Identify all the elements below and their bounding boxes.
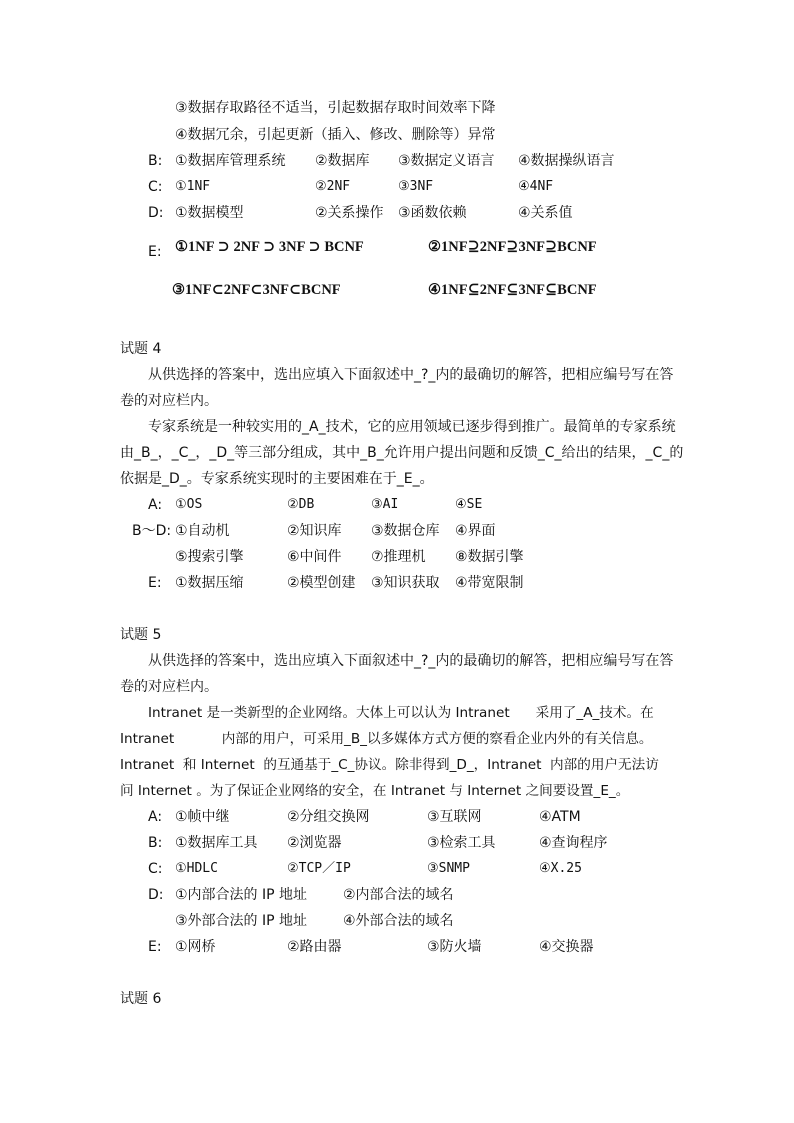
q5-option-d2: ②内部合法的域名 <box>343 887 454 903</box>
question-4-intro-line-2: 卷的对应栏内。 <box>120 393 218 409</box>
q5-option-b3: ③检索工具 <box>427 835 496 851</box>
q5-option-a2: ②分组交换网 <box>287 809 370 825</box>
question-5-intro-line-2: 卷的对应栏内。 <box>120 679 218 695</box>
q5-option-a4: ④ATM <box>539 809 581 825</box>
q5-option-c1: ①HDLC <box>175 861 218 876</box>
option-e2: ②1NF⊇2NF⊇3NF⊇BCNF <box>428 239 597 255</box>
q5-label-e: E: <box>148 939 162 955</box>
label-e: E: <box>148 244 162 260</box>
q5-label-a: A: <box>148 809 163 825</box>
question-4-body-line-2: 由_B_，_C_，_D_等三部分组成，其中_B_允许用户提出问题和反馈_C_给出的结果，_C_的 <box>120 445 684 461</box>
q4-option-bd7: ⑦推理机 <box>371 549 426 565</box>
q4-option-bd2: ②知识库 <box>287 523 342 539</box>
q5-option-d3: ③外部合法的 IP 地址 <box>175 913 308 929</box>
q5-option-d4: ④外部合法的域名 <box>343 913 454 929</box>
q5-option-c2: ②TCP／IP <box>287 861 351 876</box>
label-d: D: <box>148 205 164 221</box>
question-5-body-line-1: Intranet 是一类新型的企业网络。大体上可以认为 Intranet 采用了_A_技术。在 <box>148 705 654 721</box>
option-d2: ②关系操作 <box>315 205 384 221</box>
option-c3: ③3NF <box>398 179 434 194</box>
q4-option-a2: ②DB <box>287 497 315 512</box>
q5-option-a1: ①帧中继 <box>175 809 230 825</box>
q4-option-bd3: ③数据仓库 <box>371 523 440 539</box>
q5-option-b4: ④查询程序 <box>539 835 608 851</box>
label-c: C: <box>148 179 163 195</box>
q4-option-e3: ③知识获取 <box>371 575 440 591</box>
option-b2: ②数据库 <box>315 153 370 169</box>
q5-option-c3: ③SNMP <box>427 861 470 876</box>
label-b: B: <box>148 153 163 169</box>
option-b3: ③数据定义语言 <box>398 153 495 169</box>
option-c2: ②2NF <box>315 179 351 194</box>
q4-option-a4: ④SE <box>455 497 483 512</box>
question-4-title: 试题 4 <box>120 341 162 357</box>
option-c1: ①1NF <box>175 179 211 194</box>
question-5-intro-line-1: 从供选择的答案中，选出应填入下面叙述中_?_内的最确切的解答，把相应编号写在答 <box>148 653 674 669</box>
question-5-body-line-2: Intranet 内部的用户，可采用_B_以多媒体方式方便的察看企业内外的有关信息。 <box>120 731 653 747</box>
q4-label-e: E: <box>148 575 162 591</box>
q5-option-b1: ①数据库工具 <box>175 835 258 851</box>
q5-option-d1: ①内部合法的 IP 地址 <box>175 887 308 903</box>
option-b4: ④数据操纵语言 <box>518 153 615 169</box>
q4-option-e2: ②模型创建 <box>287 575 356 591</box>
q5-option-a3: ③互联网 <box>427 809 482 825</box>
q4-option-bd5: ⑤搜索引擎 <box>175 549 244 565</box>
question-4-body-line-3: 依据是_D_。专家系统实现时的主要困难在于_E_。 <box>120 471 434 487</box>
q5-label-c: C: <box>148 861 163 877</box>
option-e3: ③1NF⊂2NF⊂3NF⊂BCNF <box>172 282 341 298</box>
option-d1: ①数据模型 <box>175 205 244 221</box>
q4-option-bd8: ⑧数据引擎 <box>455 549 524 565</box>
q5-label-d: D: <box>148 887 164 903</box>
question-4-intro-line-1: 从供选择的答案中，选出应填入下面叙述中_?_内的最确切的解答，把相应编号写在答 <box>148 367 674 383</box>
q4-option-bd6: ⑥中间件 <box>287 549 342 565</box>
option-e4: ④1NF⊆2NF⊆3NF⊆BCNF <box>428 282 597 298</box>
q5-option-e4: ④交换器 <box>539 939 594 955</box>
question-5-body-line-3: Intranet 和 Internet 的互通基于_C_协议。除非得到_D_，Intranet 内部的用户无法访 <box>120 757 659 773</box>
option-d3: ③函数依赖 <box>398 205 467 221</box>
q5-option-b2: ②浏览器 <box>287 835 342 851</box>
option-c4: ④4NF <box>518 179 554 194</box>
q5-option-c4: ④X.25 <box>539 861 582 876</box>
option-e1: ①1NF ⊃ 2NF ⊃ 3NF ⊃ BCNF <box>175 239 364 255</box>
q4-option-bd1: ①自动机 <box>175 523 230 539</box>
option-d4: ④关系值 <box>518 205 573 221</box>
q4-label-a: A: <box>148 497 163 513</box>
q4-option-e1: ①数据压缩 <box>175 575 244 591</box>
question-4-body-line-1: 专家系统是一种较实用的_A_技术，它的应用领域已逐步得到推广。最简单的专家系统 <box>148 419 676 435</box>
option-a4: ④数据冗余，引起更新（插入、修改、删除等）异常 <box>175 127 496 143</box>
q4-option-a3: ③AI <box>371 497 399 512</box>
q4-option-bd4: ④界面 <box>455 523 496 539</box>
q4-option-e4: ④带宽限制 <box>455 575 524 591</box>
question-5-title: 试题 5 <box>120 627 162 643</box>
q5-option-e1: ①网桥 <box>175 939 216 955</box>
q4-label-b-d: B～D: <box>132 523 172 539</box>
question-6-title: 试题 6 <box>120 991 162 1007</box>
option-b1: ①数据库管理系统 <box>175 153 286 169</box>
q5-label-b: B: <box>148 835 163 851</box>
q5-option-e3: ③防火墙 <box>427 939 482 955</box>
q5-option-e2: ②路由器 <box>287 939 342 955</box>
q4-option-a1: ①OS <box>175 497 203 512</box>
question-5-body-line-4: 问 Internet 。为了保证企业网络的安全，在 Intranet 与 Internet 之间要设置_E_。 <box>120 783 630 799</box>
option-a3: ③数据存取路径不适当，引起数据存取时间效率下降 <box>175 100 496 116</box>
